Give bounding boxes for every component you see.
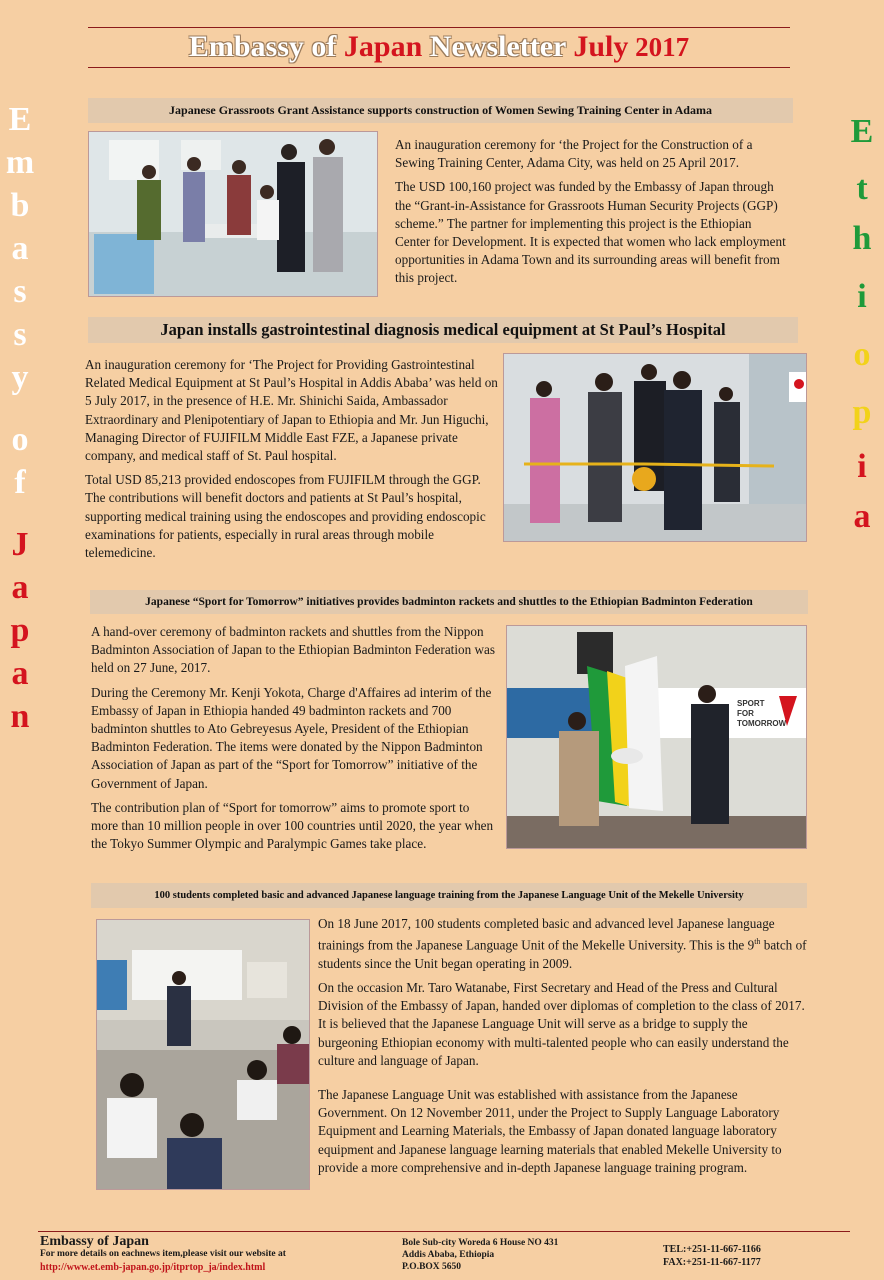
article-3-paragraph: During the Ceremony Mr. Kenji Yokota, Charge d'Affaires ad interim of the Embassy of Japan in Ethiopia handed 49 badminton rackets and 700 badminton shuttles to Ato Gebreyesus Ayele, President of the Ethiopian Badminton Federation. The items were donated by the Nippon Badminton Association of Japan as part of the “Sport for Tomorrow” initiative of the Government of Japan.: [91, 684, 492, 791]
footer-fax: FAX:+251-11-667-1177: [663, 1257, 761, 1268]
article-2-paragraph: Total USD 85,213 provided endoscopes from FUJIFILM through the GGP. The contributions will benefit doctors and patients at St Paul’s hospital, supporting medical training using the endoscopes and providing endoscopic examinations for patients, especially in rural areas through mobile telemedicine.: [85, 472, 486, 561]
footer-address-line: Addis Ababa, Ethiopia: [402, 1250, 495, 1260]
left-letter: J: [11, 526, 29, 563]
right-letter: a: [853, 498, 871, 535]
right-letter: E: [850, 113, 874, 150]
footer-address: [402, 1237, 558, 1273]
article-2-heading: Japan installs gastrointestinal diagnosis medical equipment at St Paul’s Hospital: [88, 317, 798, 343]
article-2-paragraph: An inauguration ceremony for ‘The Project for Providing Gastrointestinal Related Medical Equipment at St Paul’s Hospital in Addis Ababa’ was held on 5 July 2017, in the presence of H.E. Mr. Shinichi Saida, Ambassador Extraordinary and Plenipotentiary of Japan to Ethiopia and Mr. Jun Higuchi, Managing Director of FUJIFILM Middle East FZE, a Japanese private company, and medical staff of St. Paul hospital.: [85, 357, 498, 464]
footer-more-details: For more details on eachnews item,please visit our website at: [40, 1249, 286, 1259]
article-4-body: [318, 915, 808, 1183]
left-letter: m: [5, 144, 35, 181]
article-1-paragraph: An inauguration ceremony for ‘the Project for the Construction of a Sewing Training Center, Adama City, was held on 25 April 2017.: [395, 137, 753, 171]
left-letter: p: [10, 612, 30, 649]
left-letter: f: [14, 464, 26, 501]
language-class-photo-icon: [97, 920, 309, 1189]
article-1-photo: [88, 131, 378, 297]
page-title: Embassy of Japan Newsletter July 2017: [188, 30, 690, 63]
article-2-photo: [503, 353, 807, 542]
article-4-heading: 100 students completed basic and advanced Japanese language training from the Japanese Language Unit of the Mekelle University: [91, 883, 807, 908]
left-letter: s: [13, 316, 27, 353]
article-4-paragraph: On the occasion Mr. Taro Watanabe, First Secretary and Head of the Press and Cultural Division of the Embassy of Japan, handed over diplomas of completion to the class of 2017. It is believed that the Japanese Language Unit will serve as a bridge to supply the burgeoning Ethiopian economy with multi-talented people who can easily understand the culture and language of Japan.: [318, 980, 805, 1068]
left-letter: b: [10, 187, 30, 224]
banner-text-2: FOR: [737, 709, 754, 718]
article-4-photo: [96, 919, 310, 1190]
footer-rule: [38, 1231, 850, 1232]
footer-org: Embassy of Japan: [40, 1234, 149, 1249]
right-letter: h: [852, 220, 872, 257]
article-3-photo: [506, 625, 807, 849]
sewing-center-photo-icon: [89, 132, 377, 296]
article-3-paragraph: A hand-over ceremony of badminton rackets and shuttles from the Nippon Badminton Association of Japan to the Ethiopian Badminton Federation was held on 27 June, 2017.: [91, 624, 495, 676]
right-letter: i: [857, 448, 867, 485]
left-letter: a: [11, 569, 29, 606]
footer-address-line: P.O.BOX 5650: [402, 1262, 462, 1272]
right-letter: p: [852, 394, 872, 431]
right-letter: o: [853, 336, 871, 373]
left-letter: s: [13, 273, 27, 310]
article-4-paragraph: The Japanese Language Unit was established with assistance from the Japanese Government. On 12 November 2011, under the Project to Supply Language Laboratory Equipment and Learning Materials, the Embassy of Japan donated language laboratory equipment and Japanese language learning materials that enabled Mekelle University to provide a more comprehensive and in-depth Japanese language training program.: [318, 1087, 782, 1175]
right-letter: t: [856, 170, 868, 207]
article-3-body: [91, 623, 499, 859]
article-1-paragraph: The USD 100,160 project was funded by the Embassy of Japan through the “Grant-in-Assistance for Grassroots Human Security Projects (GGP) scheme.” The partner for implementing this project is the Ethiopian Center for Development. It is expected that women who lack employment opportunities in Adama Town and its surrounding areas will benefit from this project.: [395, 179, 786, 286]
right-letter: i: [857, 278, 867, 315]
banner-text-3: TOMORROW: [737, 719, 787, 728]
hospital-ceremony-photo-icon: [504, 354, 806, 541]
left-letter: a: [11, 230, 29, 267]
article-1-heading: Japanese Grassroots Grant Assistance supports construction of Women Sewing Training Center in Adama: [88, 98, 793, 123]
article-3-heading: Japanese “Sport for Tomorrow” initiatives provides badminton rackets and shuttles to the Ethiopian Badminton Federation: [90, 590, 808, 614]
badminton-handover-photo-icon: [507, 626, 806, 848]
article-1-body: [395, 136, 787, 294]
article-2-body: [85, 356, 500, 568]
article-3-paragraph: The contribution plan of “Sport for tomorrow” aims to promote sport to more than 10 million people in over 100 countries until 2020, the year when the Tokyo Summer Olympic and Paralympic Games take place.: [91, 799, 494, 852]
left-letter: a: [11, 655, 29, 692]
footer-address-line: Bole Sub-city Woreda 6 House NO 431: [402, 1238, 559, 1248]
footer-tel: TEL:+251-11-667-1166: [663, 1244, 761, 1255]
left-letter: n: [10, 698, 30, 735]
banner-text-1: SPORT: [737, 699, 765, 708]
left-letter: y: [11, 359, 29, 396]
footer-website-link[interactable]: http://www.et.emb-japan.go.jp/itprtop_ja/index.html: [40, 1262, 266, 1273]
header-rule-bottom: [88, 67, 790, 68]
left-letter: o: [11, 421, 29, 458]
left-letter: E: [8, 101, 32, 138]
article-4-paragraph: On 18 June 2017, 100 students completed basic and advanced level Japanese language trainings from the Japanese Language Unit of the Mekelle University. This is the 9th batch of students since the Unit began operating in 2009.: [318, 916, 807, 971]
